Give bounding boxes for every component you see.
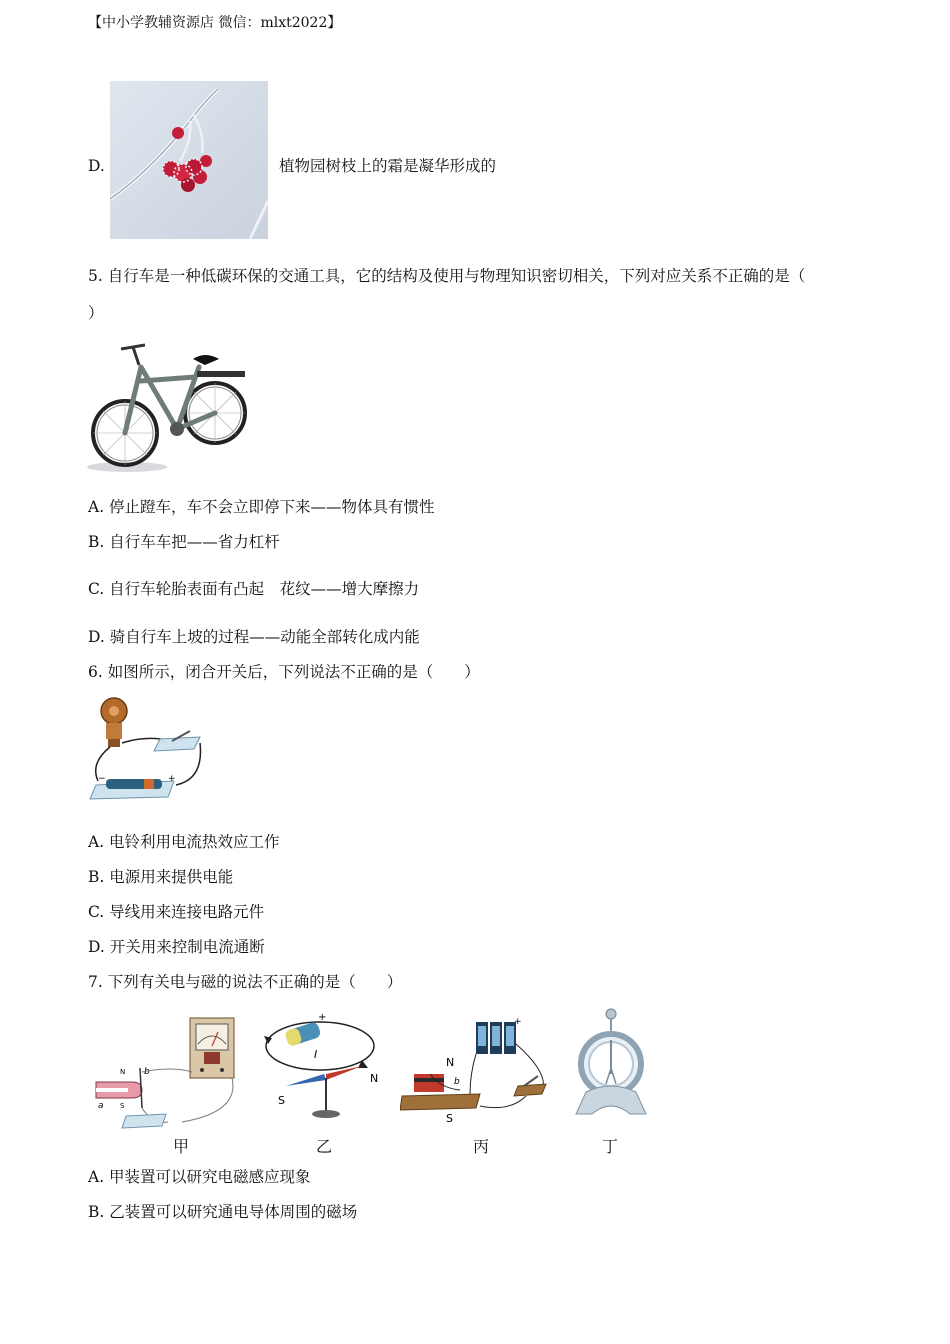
figure-yi-oersted — [258, 1008, 388, 1124]
figure-ding-electroscope — [566, 1004, 652, 1120]
caption-bing: 丙 — [473, 1137, 490, 1156]
q7-option-b: B. 乙装置可以研究通电导体周围的磁场 — [88, 1203, 358, 1221]
q7-option-a: A. 甲装置可以研究电磁感应现象 — [88, 1168, 311, 1186]
q6-option-c: C. 导线用来连接电路元件 — [88, 903, 265, 921]
q6-option-a: A. 电铃利用电流热效应工作 — [88, 833, 280, 851]
circuit-bell-image — [88, 693, 206, 805]
bing-plus-label: + — [514, 1017, 522, 1027]
svg-text:−: − — [98, 774, 106, 784]
q5-stem-close: ） — [88, 304, 104, 322]
q7-stem: 7. 下列有关电与磁的说法不正确的是（ ） — [88, 973, 403, 991]
yi-s-label: S — [278, 1094, 285, 1107]
bing-n-label: N — [446, 1056, 455, 1069]
yi-plus-label: + — [318, 1012, 327, 1023]
figure-jia-induction — [92, 1012, 242, 1132]
jia-n-label: N — [120, 1068, 126, 1076]
bicycle-image — [87, 337, 251, 473]
q5-option-b: B. 自行车车把——省力杠杆 — [88, 533, 280, 551]
q6-option-d: D. 开关用来控制电流通断 — [88, 938, 265, 956]
q5-stem: 5. 自行车是一种低碳环保的交通工具，它的结构及使用与物理知识密切相关，下列对应关系不正确的是（ — [88, 267, 806, 285]
q4-option-d-text: 植物园树枝上的霜是凝华形成的 — [279, 157, 497, 175]
q5-option-d: D. 骑自行车上坡的过程——动能全部转化成内能 — [88, 628, 420, 646]
caption-yi: 乙 — [316, 1137, 333, 1156]
q4-option-d-letter: D. — [88, 157, 105, 175]
q5-option-c: C. 自行车轮胎表面有凸起 花纹——增大摩擦力 — [88, 580, 420, 598]
yi-i-label: I — [314, 1048, 318, 1061]
yi-n-label: N — [370, 1072, 379, 1085]
q5-option-a: A. 停止蹬车，车不会立即停下来——物体具有惯性 — [88, 498, 435, 516]
jia-a-label: a — [98, 1101, 104, 1111]
caption-jia: 甲 — [173, 1137, 190, 1156]
bing-b-label: b — [454, 1077, 460, 1087]
figure-bing-electromagnet — [400, 1014, 550, 1124]
q6-stem: 6. 如图所示，闭合开关后，下列说法不正确的是（ ） — [88, 663, 480, 681]
jia-b-label: b — [144, 1067, 150, 1077]
caption-ding: 丁 — [602, 1137, 619, 1156]
jia-s-label: S — [120, 1102, 125, 1110]
svg-text:+: + — [168, 774, 176, 784]
page-header: 【中小学教辅资源店 微信：mlxt2022】 — [88, 15, 342, 31]
bing-s-label: S — [446, 1112, 453, 1124]
frost-branch-image — [110, 81, 268, 239]
q6-option-b: B. 电源用来提供电能 — [88, 868, 234, 886]
